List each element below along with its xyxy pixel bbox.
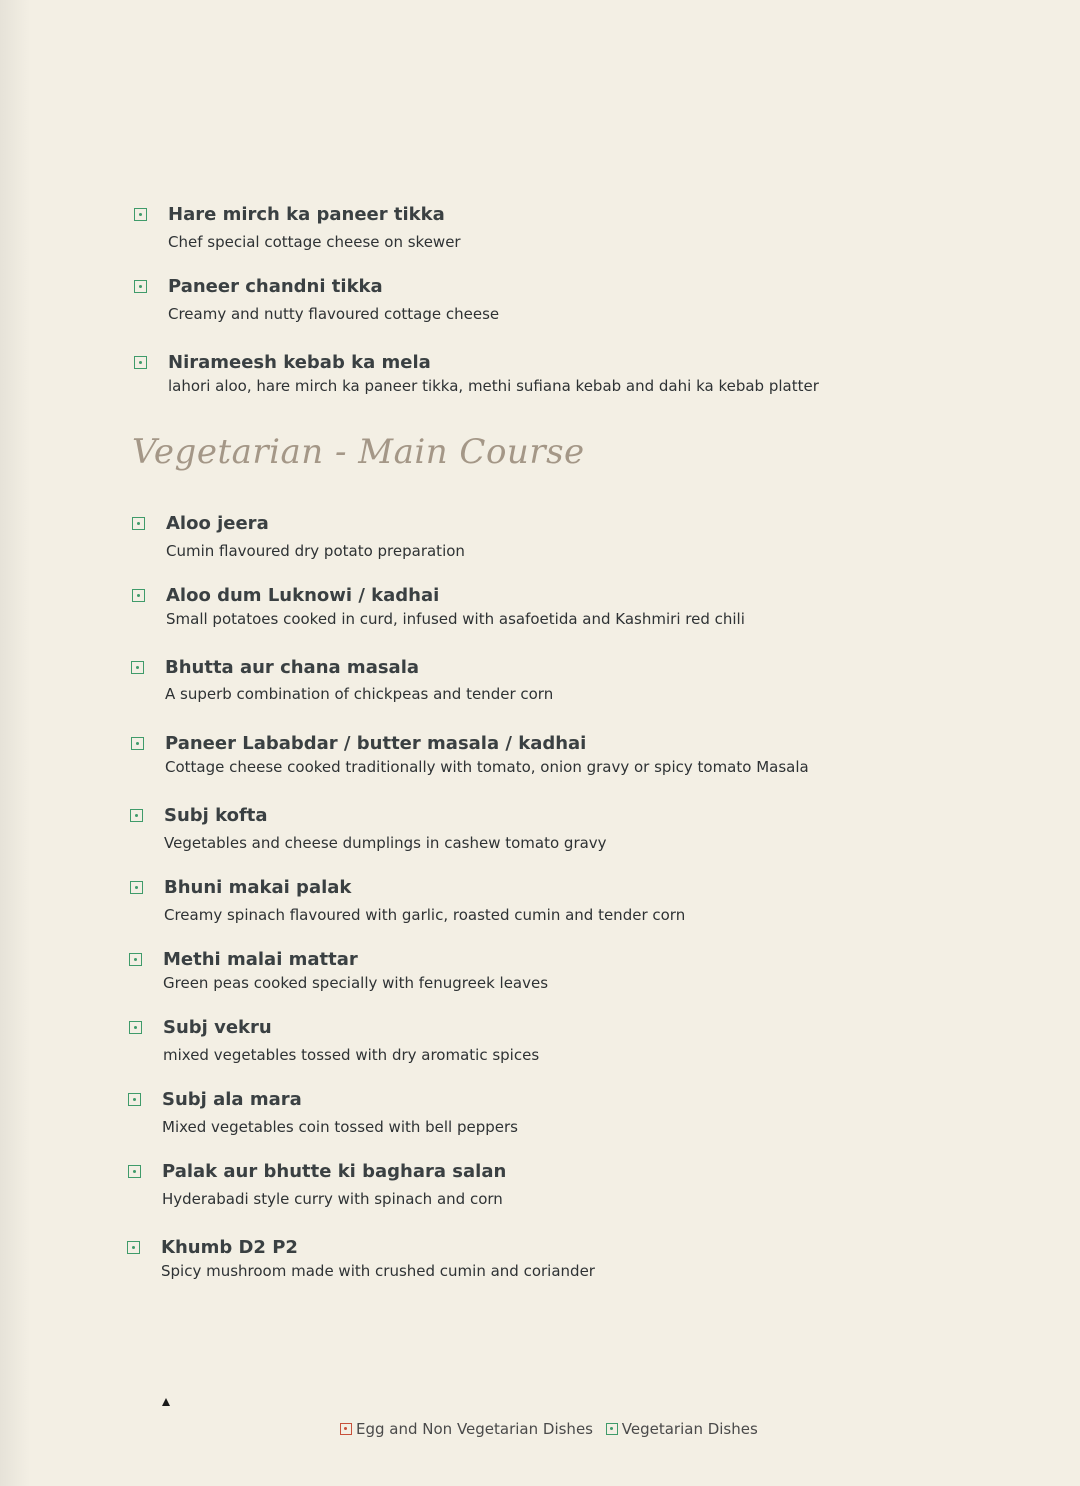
item-name: Nirameesh kebab ka mela	[168, 352, 431, 373]
page-edge-shadow	[0, 0, 30, 1486]
item-name: Subj kofta	[164, 805, 268, 826]
item-description: Small potatoes cooked in curd, infused with asafoetida and Kashmiri red chili	[166, 610, 745, 628]
item-description: Creamy and nutty flavoured cottage cheese	[168, 305, 500, 323]
item-description: mixed vegetables tossed with dry aromatic spices	[163, 1046, 540, 1064]
nonveg-mark-icon	[340, 1423, 352, 1435]
item-description: Green peas cooked specially with fenugreek leaves	[163, 974, 549, 992]
item-description: Hyderabadi style curry with spinach and corn	[162, 1190, 503, 1208]
item-name: Subj vekru	[163, 1017, 272, 1038]
item-name: Subj ala mara	[162, 1089, 302, 1110]
veg-mark-icon	[131, 661, 144, 674]
veg-mark-icon	[134, 356, 147, 369]
veg-mark-icon	[131, 737, 144, 750]
item-description: lahori aloo, hare mirch ka paneer tikka, methi sufiana kebab and dahi ka kebab platter	[168, 377, 819, 395]
item-description: Vegetables and cheese dumplings in cashew tomato gravy	[164, 834, 607, 852]
veg-mark-icon	[134, 280, 147, 293]
veg-mark-icon	[127, 1241, 140, 1254]
item-name: Palak aur bhutte ki baghara salan	[162, 1161, 507, 1182]
item-description: Mixed vegetables coin tossed with bell peppers	[162, 1118, 518, 1136]
item-name: Bhuni makai palak	[164, 877, 352, 898]
veg-mark-icon	[130, 809, 143, 822]
section-title: Vegetarian - Main Course	[132, 432, 585, 472]
item-name: Hare mirch ka paneer tikka	[168, 204, 445, 225]
veg-mark-icon	[132, 517, 145, 530]
veg-mark-icon	[132, 589, 145, 602]
item-description: Chef special cottage cheese on skewer	[168, 233, 461, 251]
item-description: Cumin flavoured dry potato preparation	[166, 542, 465, 560]
item-description: Creamy spinach flavoured with garlic, roasted cumin and tender corn	[164, 906, 686, 924]
item-name: Methi malai mattar	[163, 949, 358, 970]
veg-mark-icon	[134, 208, 147, 221]
veg-mark-icon	[128, 1093, 141, 1106]
veg-mark-icon	[129, 953, 142, 966]
item-name: Paneer chandni tikka	[168, 276, 383, 297]
item-name: Aloo dum Luknowi / kadhai	[166, 585, 440, 606]
legend-veg-label: Vegetarian Dishes	[621, 1420, 758, 1438]
item-description: A superb combination of chickpeas and tender corn	[165, 685, 554, 703]
item-name: Bhutta aur chana masala	[165, 657, 420, 678]
item-name: Aloo jeera	[166, 513, 269, 534]
legend-nonveg-label: Egg and Non Vegetarian Dishes	[356, 1420, 593, 1438]
veg-mark-icon	[129, 1021, 142, 1034]
item-description: Cottage cheese cooked traditionally with tomato, onion gravy or spicy tomato Masala	[165, 758, 809, 776]
veg-mark-icon	[130, 881, 143, 894]
ink-speck	[162, 1398, 170, 1406]
veg-mark-icon	[128, 1165, 141, 1178]
item-description: Spicy mushroom made with crushed cumin and coriander	[161, 1262, 595, 1280]
item-name: Paneer Lababdar / butter masala / kadhai	[165, 733, 587, 754]
dietary-legend	[340, 1420, 758, 1438]
item-name: Khumb D2 P2	[161, 1237, 298, 1258]
veg-mark-icon	[606, 1423, 618, 1435]
